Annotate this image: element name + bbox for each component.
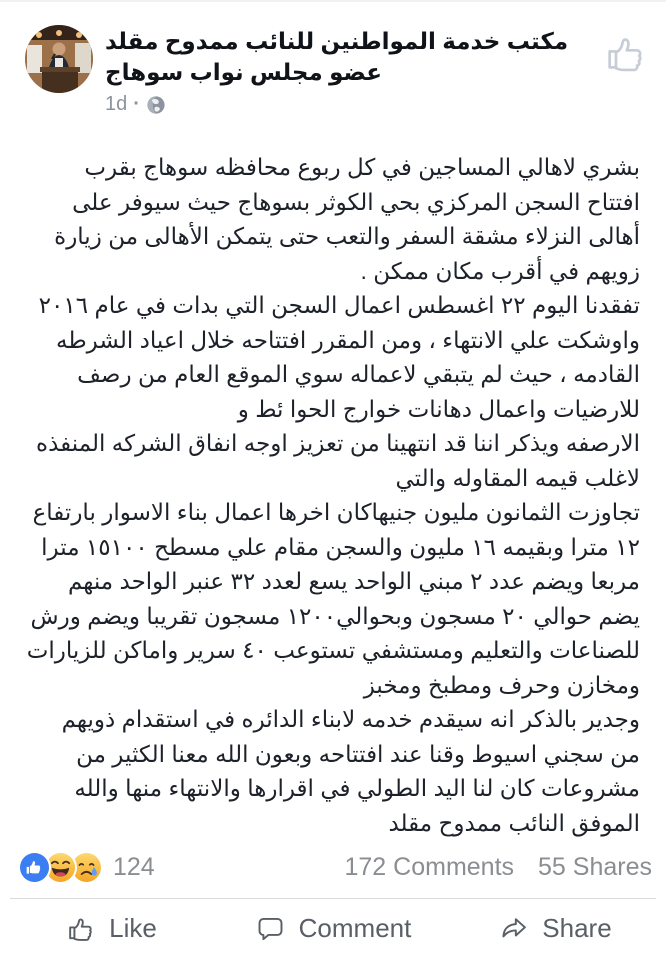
post-header bbox=[0, 2, 666, 126]
post-text-line: القادمه ، حيث لم يتبقي لاعماله سوي الموقع العام من رصف bbox=[77, 361, 640, 387]
meta-separator: · bbox=[133, 93, 140, 115]
timestamp[interactable]: 1d bbox=[105, 93, 128, 115]
comments-count[interactable]: 172 Comments bbox=[344, 852, 515, 881]
post-text-line: مربعا ويضم عدد ٢ مبني الواحد يسع لعدد ٣٢ عنبر الواحد منهم bbox=[67, 568, 640, 594]
post-text-line: للصناعات والتعليم ومستشفي تستوعب ٤٠ سرير واماكن للزيارات bbox=[26, 637, 640, 663]
post-text-line: بشري لاهالي المساجين في كل ربوع محافظه سوهاج بقرب bbox=[84, 154, 640, 180]
counts bbox=[345, 853, 653, 882]
like-button-label: Like bbox=[109, 912, 157, 943]
post-text-line: ومخازن وحرف ومطبخ ومخبز bbox=[363, 671, 640, 698]
share-button-label: Share bbox=[542, 912, 612, 943]
post-text-line: تفقدنا اليوم ٢٢ اغسطس اعمال السجن التي بدات في عام ٢٠١٦ bbox=[38, 292, 640, 318]
reactions-count: 124 bbox=[113, 852, 155, 881]
reactions-summary[interactable] bbox=[20, 853, 155, 882]
post-text-line: أهالى النزلاء مشقة السفر والتعب حتى يتمكن الأهالى من زيارة bbox=[54, 223, 640, 249]
post-text-line: الموفق النائب ممدوح مقلد bbox=[388, 809, 640, 836]
post-text-line: زويهم في أقرب مكان ممكن . bbox=[360, 257, 640, 284]
shares-count[interactable]: 55 Shares bbox=[538, 852, 652, 881]
comment-bubble-icon bbox=[255, 913, 286, 944]
post-text bbox=[0, 126, 666, 840]
post-text-line: واوشكت علي الانتهاء ، ومن المقرر افتتاحه خلال اعياد الشرطه bbox=[56, 326, 640, 353]
sad-reaction-icon bbox=[72, 853, 101, 882]
share-arrow-icon bbox=[498, 913, 529, 944]
engagement-bar bbox=[0, 840, 666, 886]
post-text-line: تجاوزت الثمانون مليون جنيهاكان اخرها اعمال بناء الاسوار بارتفاع bbox=[32, 499, 640, 525]
post-text-line: لاغلب قيمه المقاوله والتي bbox=[395, 464, 640, 491]
share-button[interactable] bbox=[444, 913, 666, 944]
like-reaction-icon bbox=[20, 853, 49, 882]
post-text-line: افتتاح السجن المركزي بحي الكوثر بسوهاج حيث سيوفر على bbox=[72, 188, 640, 215]
like-thumb-icon bbox=[65, 913, 96, 944]
like-button[interactable] bbox=[0, 913, 222, 944]
post-text-line: من سجني اسيوط وقنا عند افتتاحه وبعون الله معنا الكثير من bbox=[76, 740, 640, 767]
post-text-line: للارضيات واعمال دهانات خوارج الحوا ئط و bbox=[237, 395, 640, 422]
post-text-line: الارصفه ويذكر اننا قد انتهينا من تعزيز اوجه انفاق الشركه المنفذه bbox=[36, 430, 640, 456]
post-text-line: ١٢ مترا وبقيمه ١٦ مليون والسجن مقام علي مسطح ١٥١٠٠ مترا bbox=[41, 533, 640, 560]
page-name[interactable]: مكتب خدمة المواطنين للنائب ممدوح مقلد عضو مجلس نواب سوهاج bbox=[105, 28, 569, 85]
comment-button-label: Comment bbox=[298, 912, 412, 943]
post-meta bbox=[105, 93, 575, 116]
page-avatar[interactable] bbox=[25, 25, 93, 93]
haha-reaction-icon bbox=[46, 853, 75, 882]
post-text-line: يضم حوالي ٢٠ مسجون وبحوالي١٢٠٠ مسجون تقريبا ويضم ورش bbox=[30, 602, 640, 629]
action-bar bbox=[0, 899, 666, 957]
post-text-line: مشروعات كان لنا اليد الطولي في اقرارها والانتهاء منها والله bbox=[74, 775, 640, 801]
avatar-photo bbox=[25, 25, 93, 93]
globe-icon bbox=[146, 95, 166, 115]
comment-button[interactable] bbox=[222, 913, 444, 944]
page-like-thumb-icon[interactable] bbox=[602, 30, 648, 76]
post-text-line: وجدير بالذكر انه سيقدم خدمه لابناء الدائره في استقدام ذويهم bbox=[61, 706, 640, 732]
